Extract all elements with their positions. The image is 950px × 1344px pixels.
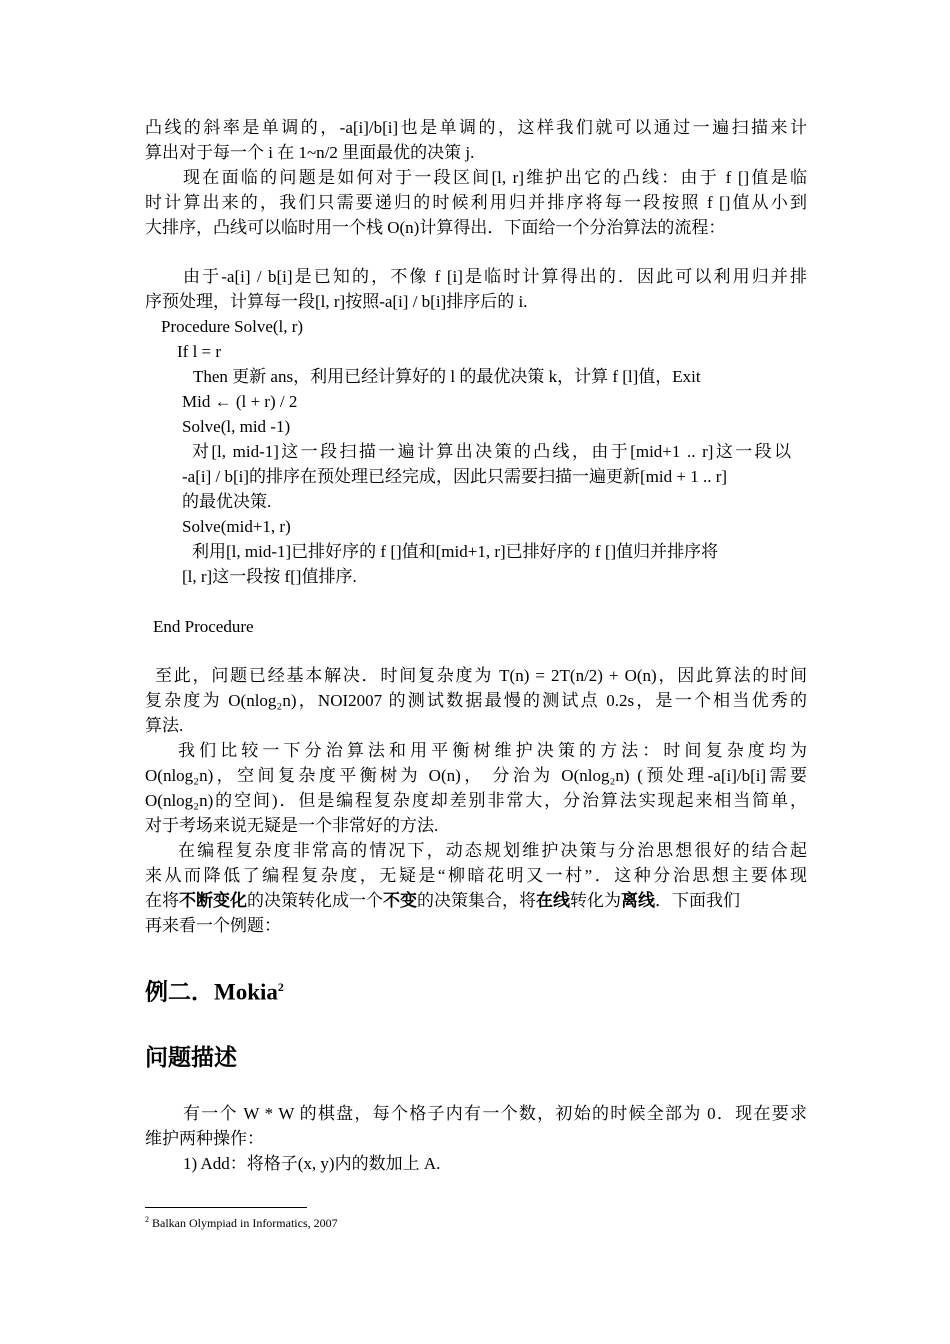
body-line: 复杂度为 O(nlog₂n)，NOI2007 的测试数据最慢的测试点 0.2s，是一个相当优秀的 bbox=[145, 691, 807, 710]
text-run: 的决策集合，将 bbox=[417, 891, 536, 910]
body-line: 由于-a[i] / b[i]是已知的，不像 f [i]是临时计算得出的．因此可以利用归并排 bbox=[183, 267, 807, 286]
text-run: ．下面我们 bbox=[655, 891, 740, 910]
emphasis-text: 不断变化 bbox=[179, 891, 247, 910]
procedure-footer: End Procedure bbox=[153, 617, 254, 636]
section-heading: 问题描述 bbox=[145, 1045, 237, 1070]
procedure-line: 利用[l, mid-1]已排好序的 f []值和[mid+1, r]已排好序的 f []值归并排序将 bbox=[192, 542, 719, 561]
body-line: 序预处理，计算每一段[l, r]按照-a[i] / b[i]排序后的 i. bbox=[145, 292, 528, 311]
footnote-text: Balkan Olympiad in Informatics, 2007 bbox=[152, 1216, 338, 1230]
footnote-ref: 2 bbox=[277, 980, 284, 994]
procedure-line: 的最优决策. bbox=[182, 492, 272, 511]
body-line: 在编程复杂度非常高的情况下，动态规划维护决策与分治思想很好的结合起 bbox=[178, 841, 807, 860]
body-line: 大排序，凸线可以临时用一个栈 O(n)计算得出．下面给一个分治算法的流程： bbox=[145, 218, 726, 237]
section-heading bbox=[145, 972, 284, 1008]
procedure-line: Mid ← (l + r) / 2 bbox=[182, 392, 298, 411]
body-line: 算法. bbox=[145, 716, 184, 735]
emphasis-text: 离线 bbox=[621, 891, 655, 910]
text-run: 在将 bbox=[145, 891, 179, 910]
footnote-separator bbox=[145, 1207, 307, 1208]
body-line: 有一个 W * W 的棋盘，每个格子内有一个数，初始的时候全部为 0．现在要求 bbox=[183, 1104, 807, 1123]
body-line: 维护两种操作： bbox=[145, 1129, 264, 1148]
procedure-line: If l = r bbox=[177, 342, 222, 361]
body-line: O(nlog₂n)的空间)．但是编程复杂度却差别非常大，分治算法实现起来相当简单， bbox=[145, 791, 807, 810]
text-run: 转化为 bbox=[570, 891, 621, 910]
body-line: 凸线的斜率是单调的，-a[i]/b[i]也是单调的，这样我们就可以通过一遍扫描来计 bbox=[145, 118, 807, 137]
procedure-header: Procedure Solve(l, r) bbox=[161, 317, 304, 336]
procedure-line: Then 更新 ans，利用已经计算好的 l 的最优决策 k，计算 f [l]值，Exit bbox=[193, 367, 701, 386]
body-line bbox=[145, 889, 740, 913]
procedure-line: Solve(mid+1, r) bbox=[182, 517, 291, 536]
procedure-line: -a[i] / b[i]的排序在预处理已经完成，因此只需要扫描一遍更新[mid + 1 .. r] bbox=[182, 467, 728, 486]
heading-text: 例二．Mokia bbox=[145, 979, 278, 1005]
emphasis-text: 不变 bbox=[383, 891, 417, 910]
text-run: 的决策转化成一个 bbox=[247, 891, 383, 910]
body-line: 再来看一个例题： bbox=[145, 916, 281, 935]
body-line: 对于考场来说无疑是一个非常好的方法. bbox=[145, 816, 439, 835]
list-item: 1) Add：将格子(x, y)内的数加上 A. bbox=[183, 1154, 441, 1173]
footnote bbox=[145, 1212, 338, 1231]
procedure-line: Solve(l, mid -1) bbox=[182, 417, 291, 436]
body-line: 算出对于每一个 i 在 1~n/2 里面最优的决策 j. bbox=[145, 143, 475, 162]
body-line: 现在面临的问题是如何对于一段区间[l, r]维护出它的凸线：由于 f []值是临 bbox=[183, 168, 807, 187]
body-line: 时计算出来的，我们只需要递归的时候利用归并排序将每一段按照 f []值从小到 bbox=[145, 193, 807, 212]
body-line: 来从而降低了编程复杂度，无疑是“柳暗花明又一村”．这种分治思想主要体现 bbox=[145, 866, 807, 885]
procedure-line: 对[l, mid-1]这一段扫描一遍计算出决策的凸线，由于[mid+1 .. r]这一段以 bbox=[192, 442, 791, 461]
emphasis-text: 在线 bbox=[536, 891, 570, 910]
body-line: 至此，问题已经基本解决．时间复杂度为 T(n) = 2T(n/2) + O(n)，因此算法的时间 bbox=[155, 666, 807, 685]
body-line: O(nlog₂n)，空间复杂度平衡树为 O(n)， 分治为 O(nlog₂n) (预处理-a[i]/b[i]需要 bbox=[145, 766, 807, 785]
procedure-line: [l, r]这一段按 f[]值排序. bbox=[182, 567, 357, 586]
footnote-mark: 2 bbox=[145, 1215, 149, 1224]
body-line: 我们比较一下分治算法和用平衡树维护决策的方法：时间复杂度均为 bbox=[178, 741, 807, 760]
